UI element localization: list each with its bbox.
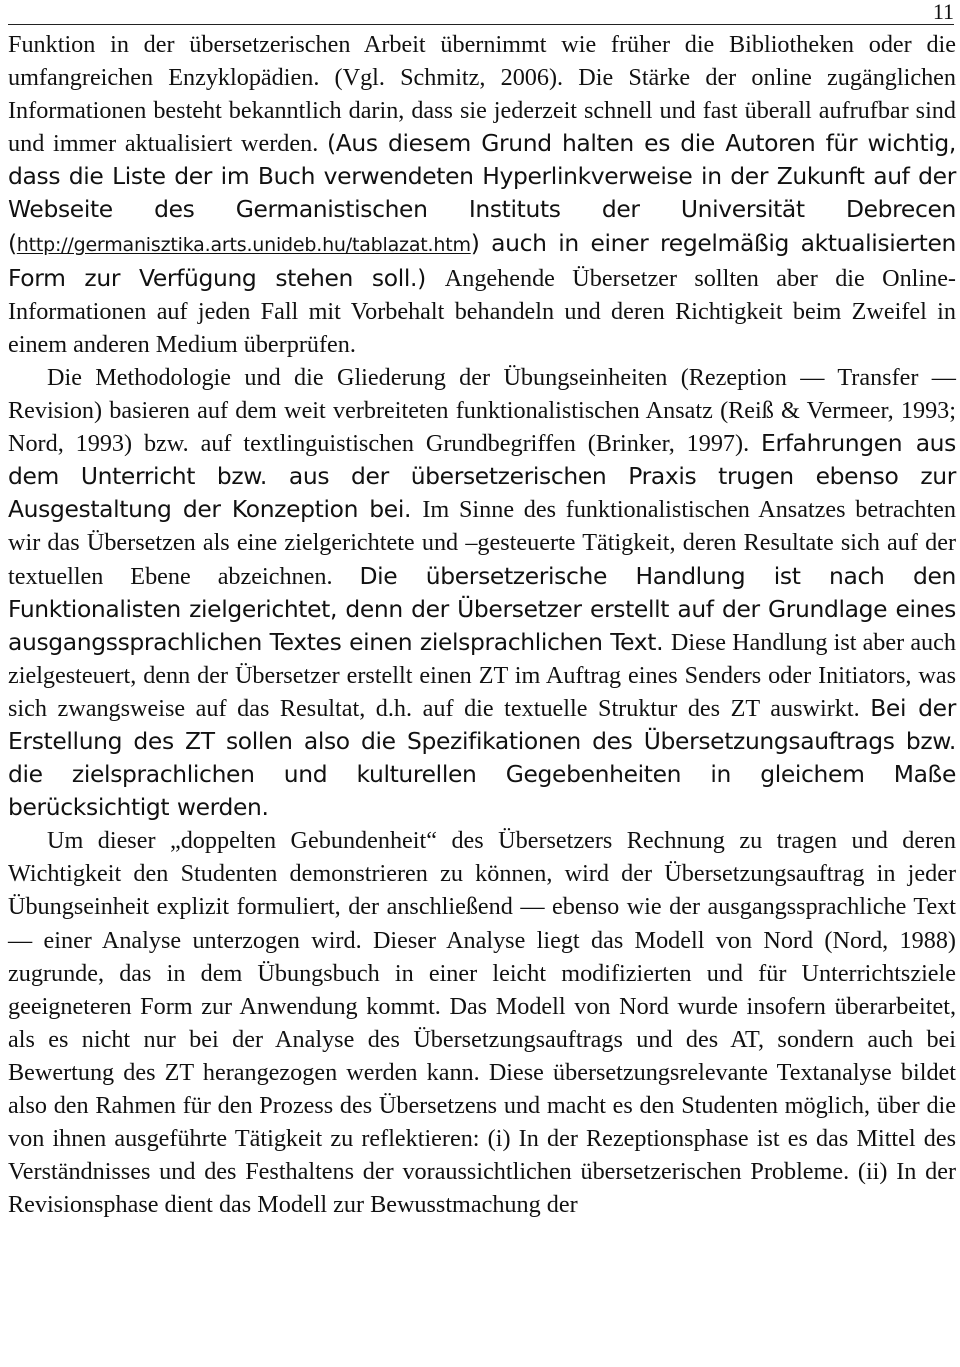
paragraph-2-sentence-3: Im Sinne des funktionalistischen Ansatzes betrachten wir das Übersetzen als eine zielgerichtete und –gesteuerte Tätigkeit, deren Resultate sich auf der textuellen Ebene abzeichnen. [8, 496, 956, 590]
paragraph-3-sentence-1: Um dieser „doppelten Gebundenheit“ des Übersetzers Rechnung zu tragen und deren Wichtigkeit den Studenten demonstrieren zu können, wird der Übersetzungsauftrag in jeder Übungseinheit explizit formuliert, der anschließend — ebenso wie der ausgangssprachliche Text — einer Analyse unterzogen wird. [8, 827, 956, 954]
germanistik-hyperlink[interactable]: http://germanisztika.arts.unideb.hu/tablazat.htm [16, 233, 471, 256]
paragraph-1-note-end: ) auch in einer regelmäßig aktualisierten Form zur Verfügung stehen soll.) [8, 228, 956, 292]
paragraph-1-note-text: (Aus diesem Grund halten es die Autoren für wichtig, dass die Liste der im Buch verwendeten Hyperlinkverweise in der Zukunft auf der Webseite des Germanistischen Instituts der Universität Debrecen ( [8, 129, 956, 257]
paragraph-2-sentence-2: Erfahrungen aus dem Unterricht bzw. aus der übersetzerischen Praxis trugen ebenso zur Ausgestaltung der Konzeption bei. [8, 429, 956, 524]
paragraph-1-sentence-1: Funktion in der übersetzerischen Arbeit übernimmt wie früher die Bibliotheken oder die umfangreichen Enzyklopädien. (Vgl. Schmitz, 2006). Die Stärke der online zugänglichen Informationen besteht bekanntlich darin, dass sie jederzeit schnell und fast überall aufrufbar sind und immer aktualisiert werden. [8, 31, 956, 158]
paragraph-2 [8, 361, 956, 824]
paragraph-3-sentence-2: Dieser Analyse liegt das Modell von Nord (Nord, 1988) zugrunde, das in dem Übungsbuch in einer leicht modifizierten und für Unterrichtsziele geeigneteren Form zur Anwendung kommt. [8, 926, 956, 1020]
paragraph-2-sentence-4: Die übersetzerische Handlung ist nach den Funktionalisten zielgerichtet, denn der Übersetzer erstellt auf der Grundlage eines ausgangssprachlichen Textes einen zielsprachlichen Text. [8, 561, 956, 656]
header-rule [8, 24, 954, 25]
paragraph-1 [8, 28, 956, 361]
paragraph-2-sentence-5: Diese Handlung ist aber auch zielgesteuert, denn der Übersetzer erstellt einen ZT im Auftrag eines Senders oder Initiators, was sich zwangsweise auf das Resultat, d.h. auf die textuelle Struktur des ZT auswirkt. [8, 628, 956, 722]
paragraph-2-sentence-1: Die Methodologie und die Gliederung der Übungseinheiten (Rezeption — Transfer — Revision) basieren auf dem weit verbreiteten funktionalistischen Ansatz (Reiß & Vermeer, 1993; Nord, 1993) bzw. auf textlinguistischen Grundbegriffen (Brinker, 1997). [8, 363, 956, 458]
document-body [8, 28, 956, 1221]
page-number: 11 [932, 0, 954, 24]
paragraph-3-sentence-4: Diese übersetzungsrelevante Textanalyse bildet also den Rahmen für den Prozess des Übersetzens und macht es den Studenten möglich, über die von ihnen ausgeführte Tätigkeit zu reflektieren: (i) In der Rezeptionsphase ist es das Mittel des Verständnisses und des Festhaltens der voraussichtlichen übersetzerischen Probleme. (ii) In der Revisionsphase dient das Modell zur Bewusstmachung der [8, 1058, 957, 1219]
paragraph-2-sentence-6: Bei der Erstellung des ZT sollen also die Spezifikationen des Übersetzungsauftrags bzw. die zielsprachlichen und kulturellen Gegebenheiten in gleichem Maße berücksichtigt werden. [8, 693, 956, 822]
paragraph-3 [8, 824, 956, 1221]
paragraph-1-sentence-4: Angehende Übersetzer sollten aber die Online-Informationen auf jeden Fall mit Vorbehalt behandeln und deren Richtigkeit beim Zweifel in einem anderen Medium überprüfen. [8, 264, 956, 358]
paragraph-3-sentence-3: Das Modell von Nord wurde insofern überarbeitet, als es nicht nur bei der Analyse des Übersetzungsauftrags und des AT, sondern auch bei Bewertung des ZT herangezogen werden kann. [8, 992, 956, 1086]
